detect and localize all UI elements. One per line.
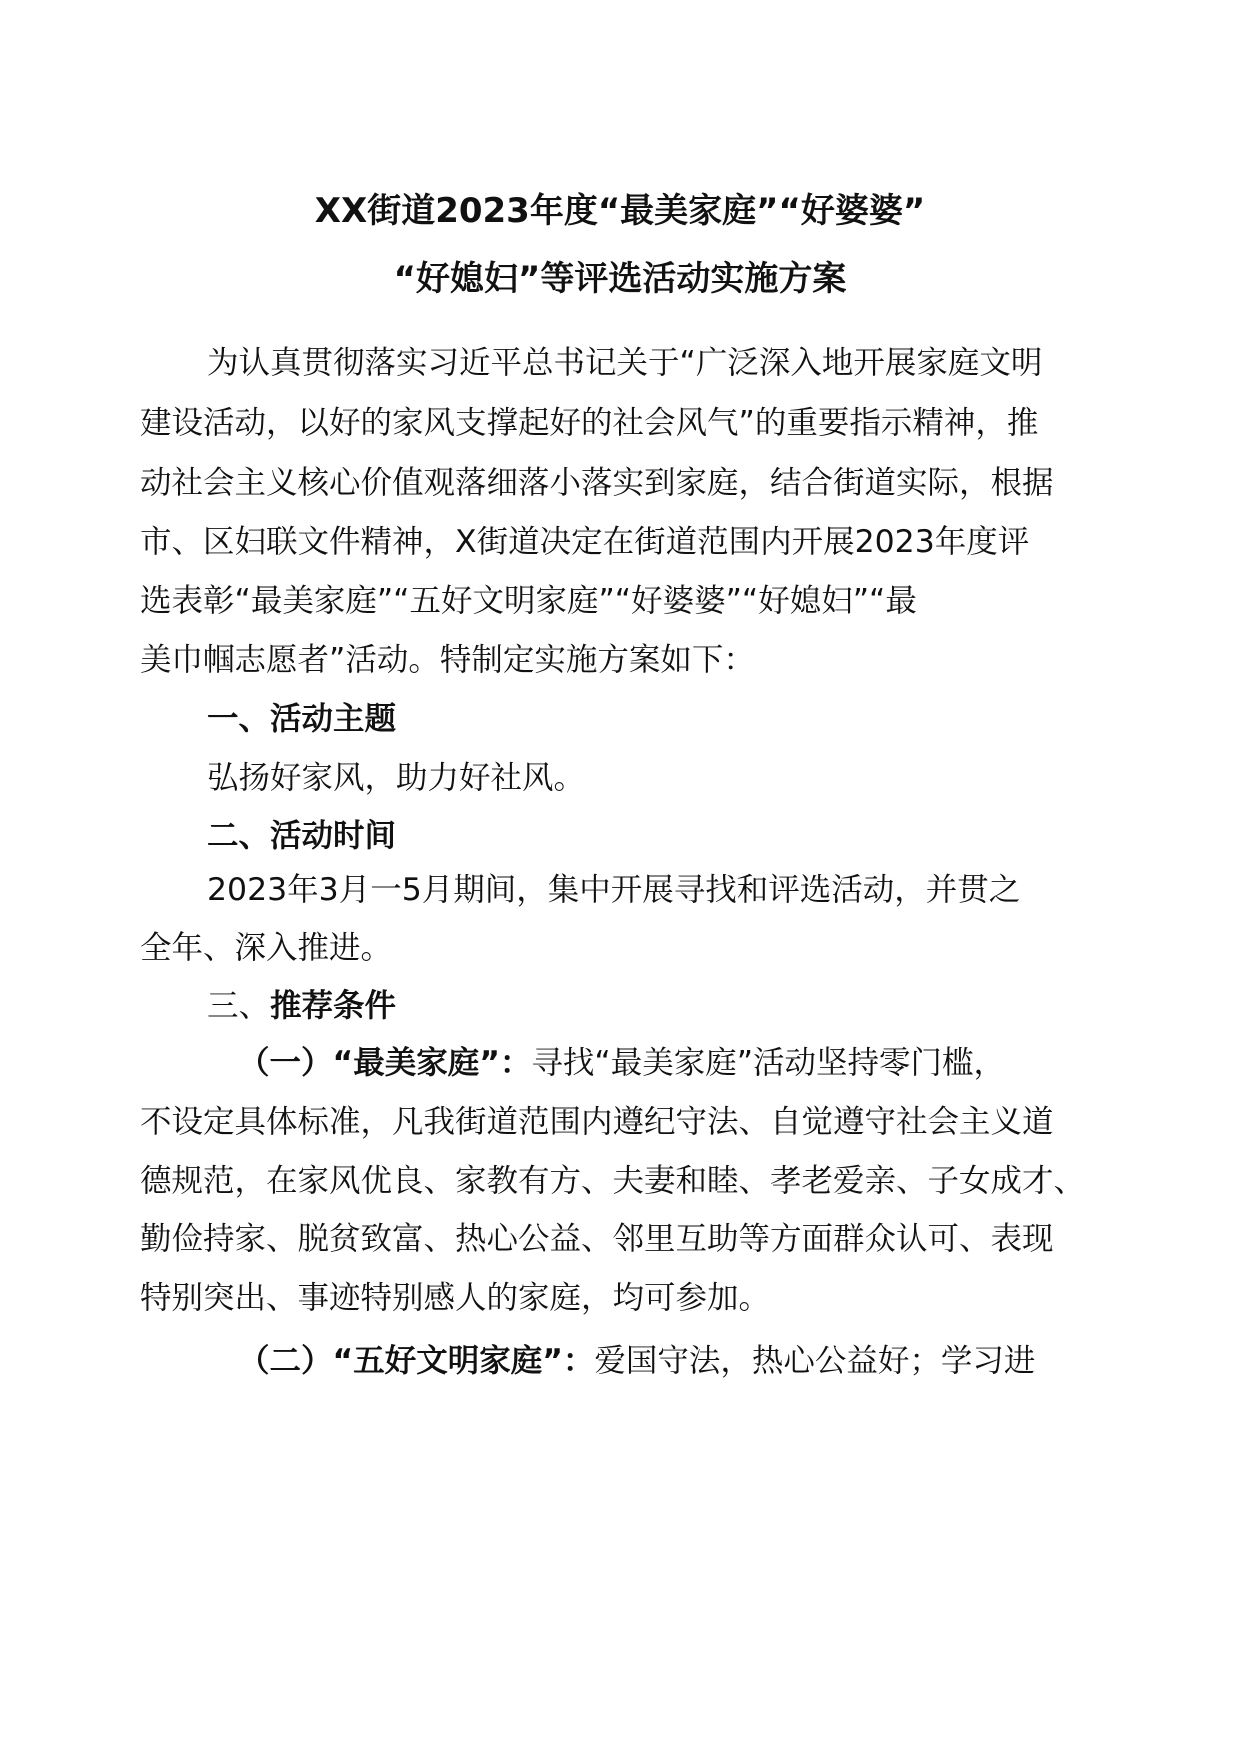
section-3-heading [207,986,396,1026]
section-2-line-1: 2023年3月一5月期间，集中开展寻找和评选活动，并贯之 [207,872,1021,908]
section-2-line-2: 全年、深入推进。 [140,930,393,966]
item-1-first-text: 寻找“最美家庭”活动坚持零门槛， [531,1045,1006,1081]
item-1-line-4: 勤俭持家、脱贫致富、热心公益、邻里互助等方面群众认可、表现 [140,1221,1054,1257]
document-title-line-1: XX街道2023年度“最美家庭”“好婆婆” [314,191,926,231]
section-3-heading-bold: 推荐条件 [270,988,397,1024]
section-2-heading: 二、活动时间 [207,818,397,854]
item-1-line-2: 不设定具体标准，凡我街道范围内遵纪守法、自觉遵守社会主义道 [140,1104,1054,1140]
item-2-label: （二）“五好文明家庭”： [238,1343,595,1379]
intro-line-5: 选表彰“最美家庭”“五好文明家庭”“好婆婆”“好媳妇”“最 [140,583,917,619]
section-1-text: 弘扬好家风，助力好社风。 [207,760,586,796]
intro-line-6: 美巾帼志愿者”活动。特制定实施方案如下： [140,642,755,678]
item-2-first-line [238,1341,1035,1381]
item-1-label: （一）“最美家庭”： [238,1045,532,1081]
item-1-first-line [238,1043,1005,1083]
intro-line-4: 市、区妇联文件精神，X街道决定在街道范围内开展2023年度评 [140,524,1030,560]
intro-line-2: 建设活动，以好的家风支撑起好的社会风气”的重要指示精神，推 [140,405,1039,441]
item-1-line-3: 德规范，在家风优良、家教有方、夫妻和睦、孝老爱亲、子女成才、 [140,1163,1086,1199]
item-1-line-5: 特别突出、事迹特别感人的家庭，均可参加。 [140,1280,771,1316]
item-2-first-text: 爱国守法，热心公益好；学习进 [594,1343,1036,1379]
section-1-heading: 一、活动主题 [207,701,397,737]
document-title-line-2: “好媳妇”等评选活动实施方案 [393,259,847,299]
intro-line-1: 为认真贯彻落实习近平总书记关于“广泛深入地开展家庭文明 [207,345,1043,381]
intro-line-3: 动社会主义核心价值观落细落小落实到家庭，结合街道实际，根据 [140,465,1054,501]
section-3-heading-prefix: 三、 [207,988,271,1024]
